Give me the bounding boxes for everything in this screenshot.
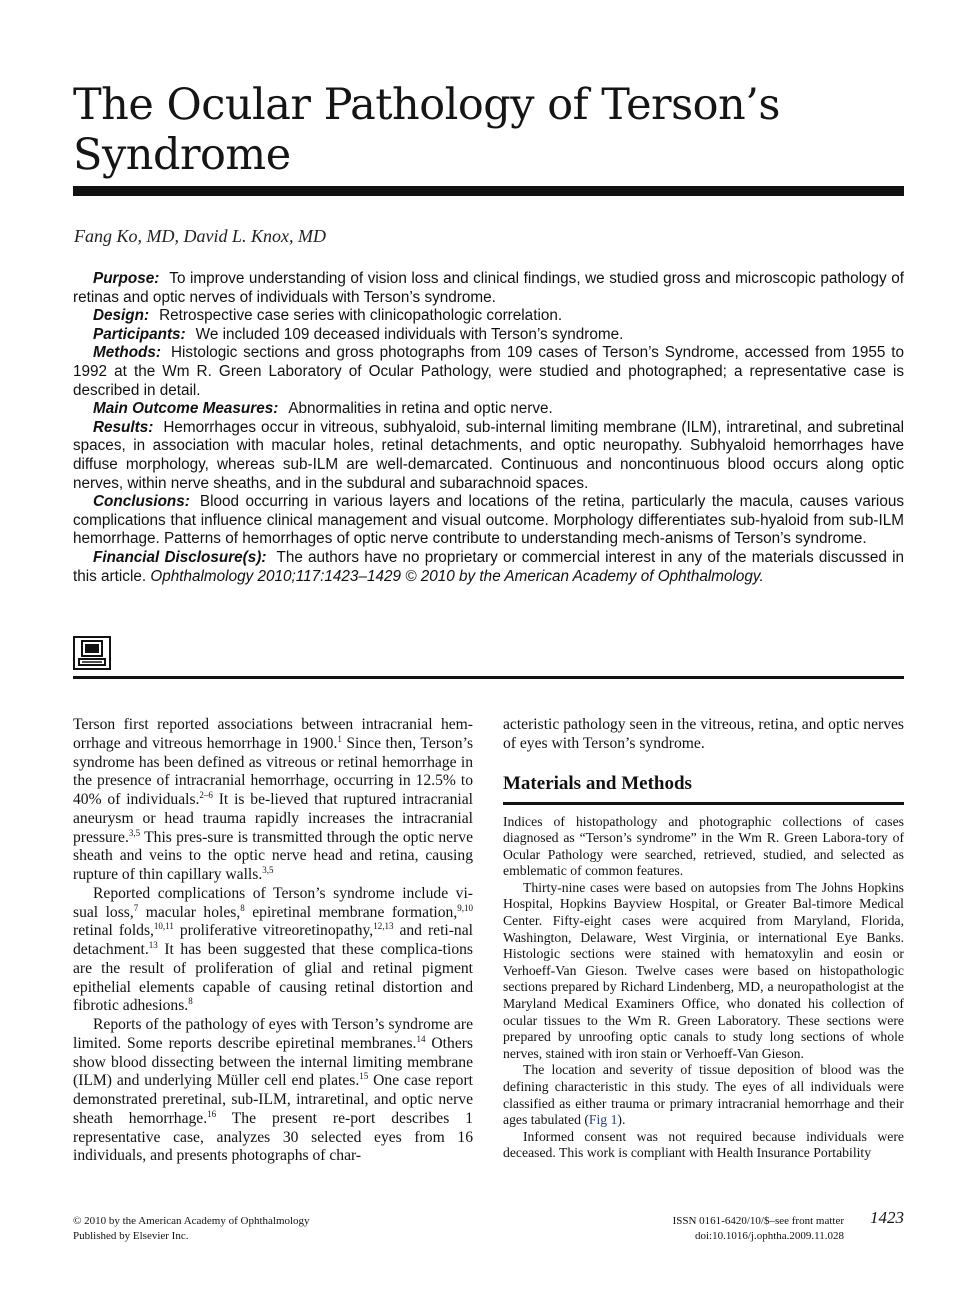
conclusions-text: Blood occurring in various layers and locations of the retina, particularly the macula, causes various complications that influence clinical management and visual outcome. Morphology differentiates sub-hyaloid from sub-ILM hemorrhage. Patterns of hemorrhages of optic nerve contribute to understanding mech-anisms of Terson’s syndrome. [73,493,904,548]
disclosure-label: Financial Disclosure(s): [93,548,267,566]
outcome-text: Abnormalities in retina and optic nerve. [288,400,553,418]
intro-paragraph-2: Reported complications of Terson’s syndrome include vi-sual loss,$^7$ macular holes,$^8$ epiretinal membrane formation,$^{9,10}$ retinal folds,$^{10,11}$ proliferative vitreoretinopathy,$^{12,13}$ and reti-nal detachment.$^{13}$ It has been suggested that these complica-tions are the result of proliferation of glial and retinal pigment epithelial elements capable of causing retinal distortion and fibrotic adhesions.$^8$ [73,884,474,1015]
footer-publisher: Published by Elsevier Inc. [73,1230,189,1242]
footer-copyright: © 2010 by the American Academy of Ophthalmology [73,1215,310,1227]
intro-paragraph-1: Terson first reported associations between intracranial hem-orrhage and vitreous hemorrhage in 1900.$^1$ Since then, Terson’s syndrome has been defined as vitreous or retinal hemorrhage in the presence of intracranial hemorrhage, occurring in 12.5% to 40% of individuals.$^{2-6}$ It is be-lieved that ruptured intracranial aneurysm or head trauma rapidly increases the intracranial pressure.$^{3,5}$ This pres-sure is transmitted through the optic nerve sheath and veins to the optic nerve head and retina, causing rupture of thin capillary walls.$^{3,5}$ [73,716,474,883]
page-number: 1423 [870,1208,904,1227]
intro-paragraph-3: Reports of the pathology of eyes with Terson’s syndrome are limited. Some reports describe epiretinal membranes.$^{14}$ Others show blood dissecting between the internal limiting membrane (ILM) and underlying Müller cell end plates.$^{15}$ One case report demonstrated preretinal, sub-ILM, intraretinal, and optic nerve sheath hemorrhage.$^{16}$ The present re-port describes 1 representative case, analyzes 30 selected eyes from 16 individuals, and presents photographs of char- [73,1016,474,1165]
reference-link[interactable]: 2–6 [199,790,213,800]
reference-link[interactable]: 3,5 [128,827,141,838]
abstract-disclosure [73,549,904,586]
reference-link[interactable]: 15 [359,1071,369,1082]
reference-link[interactable]: 8 [240,902,245,913]
methods-paragraph-4: Informed consent was not required because individuals were deceased. This work is compliant with Health Insurance Portability [503,1128,904,1161]
reference-link[interactable]: 7 [133,902,139,913]
author-list: Fang Ko, MD, David L. Knox, MD [74,226,326,246]
body-left-column [73,716,473,1166]
reference-link[interactable]: 10,11 [153,921,174,932]
reference-link[interactable]: 16 [207,1108,217,1119]
methods-paragraph-2: Thirty-nine cases were based on autopsies from The Johns Hopkins Hospital, Hopkins Bayview Hospital, or Greater Bal-timore Medical Center. Fifty-eight cases were acquired from Maryland, Florida, Washington, Delaware, West Virginia, or international Eye Banks. Histologic sections were stained with hematoxylin and eosin or Verhoeff-Van Gieson. Twelve cases were based on histopathologic sections prepared by Richard Lindenberg, MD, a neuropathologist at the Maryland Medical Examiners Office, who donated his collection of ocular tissues to the Wm R. Green Laboratory. These sections were prepared by unroofing optic canals to study long sections of whole nerves, stained with iron stain or Verhoeff-Van Gieson. [503,879,904,1061]
abstract-divider [73,676,904,679]
reference-link[interactable]: 14 [416,1033,426,1044]
computer-icon[interactable] [73,636,111,670]
design-label: Design: [93,307,150,325]
footer-right [604,1214,844,1244]
design-text: Retrospective case series with clinicopathologic correlation. [159,307,563,325]
abstract [73,270,904,586]
reference-link[interactable]: 13 [148,940,158,950]
methods-label: Methods: [93,344,161,362]
abstract-results [73,419,904,493]
abstract-purpose [73,270,904,307]
article-title: The Ocular Pathology of Terson’s Syndrome [73,80,780,180]
intro-continuation: acteristic pathology seen in the vitreous, retina, and optic nerves of eyes with Terson’s syndrome. [503,716,904,752]
participants-label: Participants: [93,325,186,343]
abstract-outcome [73,400,904,419]
methods-paragraph-3: The location and severity of tissue deposition of blood was the defining characteristic in this study. The eyes of all individuals were classified as either trauma or primary intracranial hemorrhage and their ages tabulated (Fig 1). [503,1062,904,1128]
footer-issn: ISSN 0161-6420/10/$–see front matter [672,1215,844,1227]
methods-paragraph-1: Indices of histopathology and photographic collections of cases diagnosed as “Terson’s syndrome” in the Wm R. Green Labora-tory of Ocular Pathology were searched, retrieved, studied, and selected as emblematic of common features. [503,813,904,879]
purpose-text: To improve understanding of vision loss and clinical findings, we studied gross and microscopic pathology of retinas and optic nerves of individuals with Terson’s syndrome. [73,270,904,306]
purpose-label: Purpose: [93,270,160,287]
reference-link[interactable]: 3,5 [262,865,274,875]
methods-text [503,814,904,1162]
abstract-design [73,307,904,326]
results-text: Hemorrhages occur in vitreous, subhyaloid, sub-internal limiting membrane (ILM), intraretinal, and subretinal spaces, in association with macular holes, retinal detachments, and optic neuropathy. Subhyaloid hemorrhages have diffuse morphology, whereas sub-ILM are well-demarcated. Continuous and noncontinuous blood occurs along optic nerves, within nerve sheaths, and in the subdural and subarachnoid spaces. [73,418,904,492]
reference-link[interactable]: 9,10 [457,902,474,913]
footer-doi[interactable]: doi:10.1016/j.ophtha.2009.11.028 [694,1230,844,1242]
body-right-column [503,716,904,1162]
disclosure-text: The authors have no proprietary or commercial interest in any of the materials discussed in this article. [73,548,905,585]
participants-text: We included 109 deceased individuals with Terson’s syndrome. [195,325,624,343]
results-label: Results: [93,418,154,436]
title-rule [73,186,904,196]
conclusions-label: Conclusions: [93,493,190,511]
journal-citation: Ophthalmology 2010;117:1423–1429 © 2010 by the American Academy of Ophthalmology. [150,567,764,585]
figure-link[interactable]: Fig 1 [588,1112,618,1128]
outcome-label: Main Outcome Measures: [93,400,279,418]
reference-link[interactable]: 8 [188,996,193,1007]
reference-link[interactable]: 12,13 [373,921,394,932]
methods-text: Histologic sections and gross photographs from 109 cases of Terson’s Syndrome, accessed from 1955 to 1992 at the Wm R. Green Laboratory of Ocular Pathology, were studied and photographed; a representative case is described in detail. [73,344,904,399]
abstract-methods [73,344,904,400]
section-heading-materials-methods: Materials and Methods [503,773,904,805]
abstract-conclusions [73,493,904,549]
abstract-participants [73,326,904,345]
reference-link[interactable]: 1 [337,733,342,744]
footer-left [73,1214,310,1244]
